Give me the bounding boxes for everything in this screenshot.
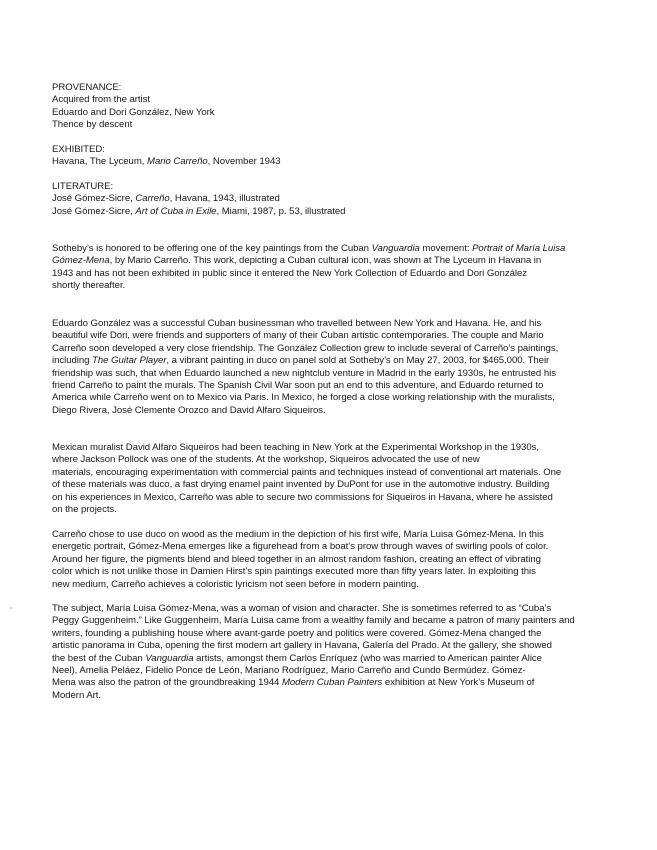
literature-heading: LITERATURE:	[52, 181, 114, 192]
scan-speck	[10, 607, 12, 609]
paragraph-gonzalez: Eduardo González was a successful Cuban businessman who travelled between New York and Havana. He, and his beautiful wife Dori, were friends and supporters of many of their Cuban artistic contemporaries. The couple and Mario Carreño soon developed a very close friendship. The González Collection grew to include several of Carreño’s paintings, including The Guitar Player, a vibrant painting in duco on panel sold at Sotheby’s on May 27, 2003, for $465,000. Their friendship was such, that when Eduardo launched a new nightclub venture in Madrid in the early 1930s, he entrusted his friend Carreño to paint the murals. The Spanish Civil War soon put an end to this adventure, and Eduardo returned to America while Carreño went on to Mexico via Paris. In Mexico, he forged a close working relationship with the muralists, Diego Rivera, José Clemente Orozco and David Alfaro Siqueiros.	[52, 318, 559, 416]
exhibited-line: Havana, The Lyceum, Mario Carreño, November 1943	[52, 156, 281, 168]
provenance-section	[52, 82, 612, 132]
exhibited-section	[52, 144, 612, 169]
provenance-line: Acquired from the artist	[52, 94, 150, 106]
exhibited-heading: EXHIBITED:	[52, 144, 105, 155]
literature-line: José Gómez-Sicre, Art of Cuba in Exile, Miami, 1987, p. 53, illustrated	[52, 205, 346, 217]
literature-section	[52, 181, 612, 218]
paragraph-siqueiros: Mexican muralist David Alfaro Siqueiros had been teaching in New York at the Experimental Workshop in the 1930s, where Jackson Pollock was one of the students. At the workshop, Siqueiros advocated the use of new materials, encouraging experimentation with commercial paints and techniques instead of conventional art materials. One of these materials was duco, a fast drying enamel paint invented by DuPont for use in the automotive industry. Building on his experiences in Mexico, Carreño was able to secure two commissions for Siqueiros in Havana, where he assisted on the projects.	[52, 442, 562, 516]
provenance-line: Thence by descent	[52, 119, 133, 131]
paragraph-duco: Carreño chose to use duco on wood as the medium in the depiction of his first wife, María Luisa Gómez-Mena. In this energetic portrait, Gómez-Mena emerges like a figurehead from a boat’s prow through waves of swirling pools of color. Around her figure, the pigments blend and bleed together in an almost random fashion, creating an effect of vibrating color which is not unlike those in Damien Hirst’s spin paintings executed more than fifty years later. In exploiting this new medium, Carreño achieves a coloristic lyricism not seen before in modern painting.	[52, 529, 549, 590]
provenance-heading: PROVENANCE:	[52, 82, 122, 93]
paragraph-intro: Sotheby’s is honored to be offering one of the key paintings from the Cuban Vanguardia movement: Portrait of María Luisa Gómez-Mena, by Mario Carreño. This work, depicting a Cuban cultural icon, was shown at The Lyceum in Havana in 1943 and has not been exhibited in public since it entered the New York Collection of Eduardo and Dori González shortly thereafter.	[52, 243, 566, 292]
provenance-line: Eduardo and Dori González, New York	[52, 106, 215, 118]
paragraph-subject: The subject, María Luisa Gómez-Mena, was a woman of vision and character. She is sometimes referred to as “Cuba’s Peggy Guggenheim.” Like Guggenheim, María Luisa came from a wealthy family and became a patron of many painters and writers, founding a publishing house where avant-garde poetry and politics were covered. Gómez-Mena changed the artistic panorama in Cuba, opening the first modern art gallery in Havana, Galería del Prado. At the gallery, she showed the best of the Cuban Vanguardia artists, amongst them Carlos Enríquez (who was married to American painter Alice Neel), Amelia Peláez, Fidelio Ponce de León, Mariano Rodríguez, Mario Carreño and Cundo Bermúdez. Gómez- Mena was also the patron of the groundbreaking 1944 Modern Cuban Painters exhibition at New York’s Museum of Modern Art.	[52, 603, 575, 701]
literature-line: José Gómez-Sicre, Carreño, Havana, 1943, illustrated	[52, 193, 280, 205]
